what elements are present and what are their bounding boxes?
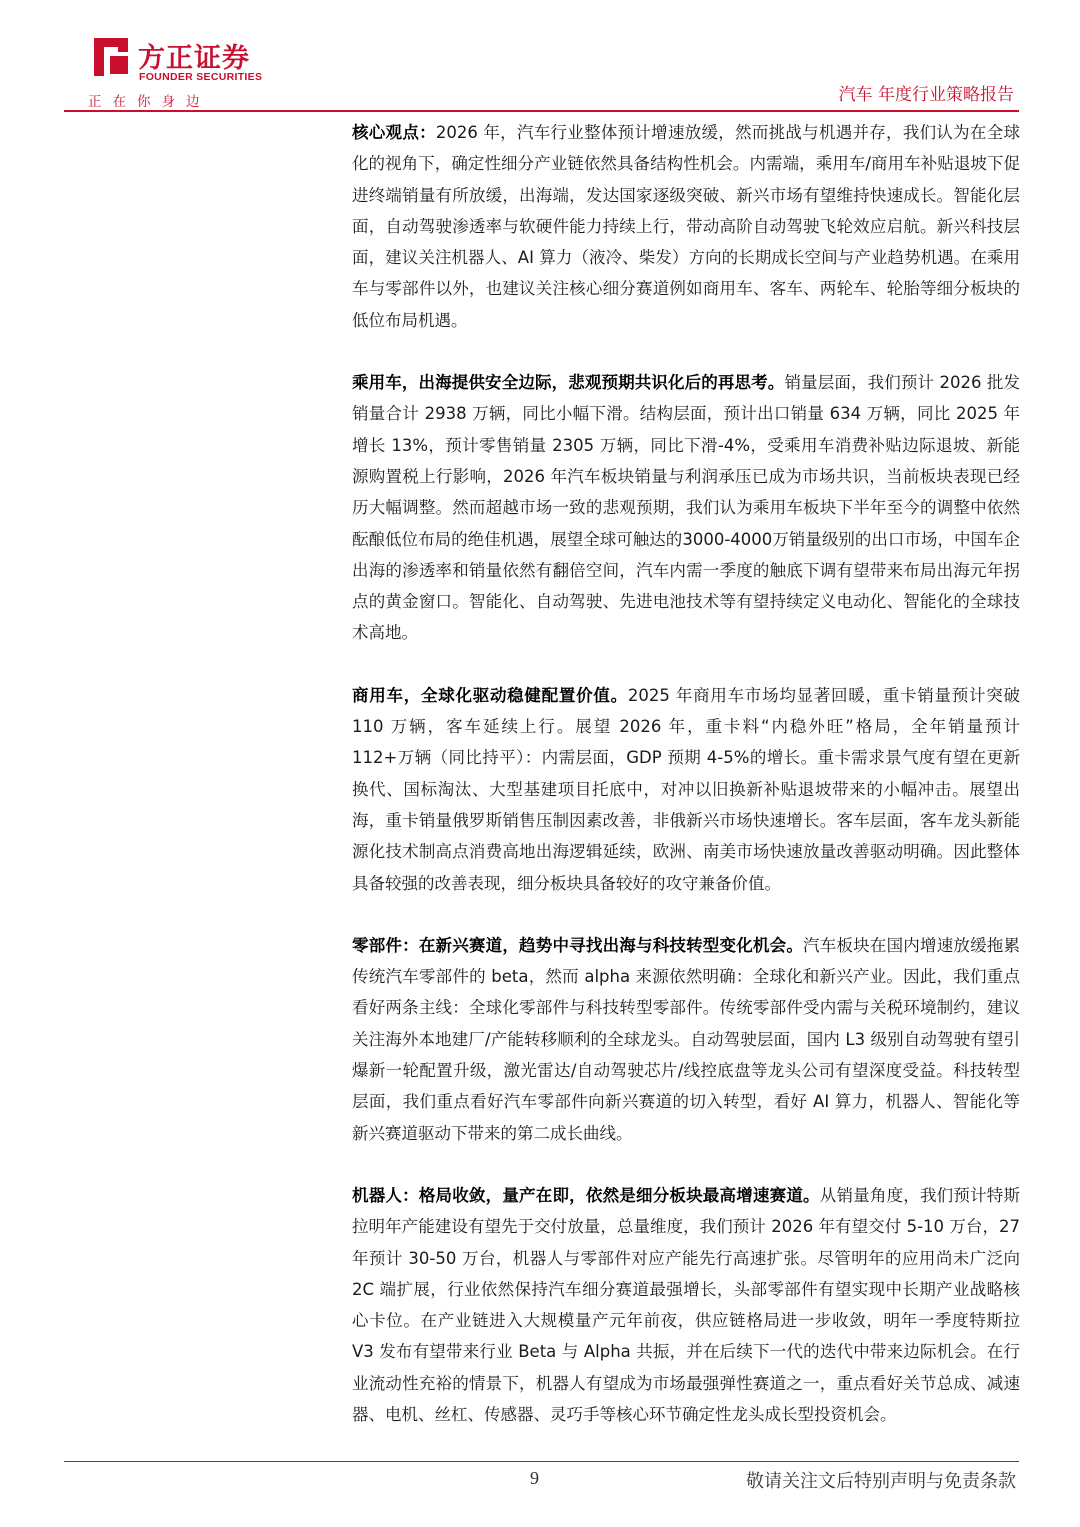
- section-lead: 零部件：在新兴赛道，趋势中寻找出海与科技转型变化机会。: [352, 935, 804, 955]
- logo-text-en: FOUNDER SECURITIES: [139, 71, 263, 83]
- section-lead: 核心观点：: [352, 123, 436, 142]
- section-body: 2026 年，汽车行业整体预计增速放缓，然而挑战与机遇并存，我们认为在全球化的视角下，确定性细分产业链依然具备结构性机会。内需端，乘用车/商用车补贴退坡下促进终端销量有所放缓，出海端，发达国家逐级突破、新兴市场有望维持快速成长。智能化层面，自动驾驶渗透率与软硬件能力持续上行，带动高阶自动驾驶飞轮效应启航。新兴科技层面，建议关注机器人、AI 算力（液冷、柴发）方向的长期成长空间与产业趋势机遇。在乘用车与零部件以外，也建议关注核心细分赛道例如商用车、客车、两轮车、轮胎等细分板块的低位布局机遇。: [352, 123, 1020, 330]
- section-robots: [352, 1180, 1020, 1430]
- section-commercial-vehicles: [352, 680, 1020, 899]
- section-body: 汽车板块在国内增速放缓拖累传统汽车零部件的 beta，然而 alpha 来源依然明确：全球化和新兴产业。因此，我们重点看好两条主线：全球化零部件与科技转型零部件。传统零部件受内需与关税环境制约，建议关注海外本地建厂/产能转移顺利的全球龙头。自动驾驶层面，国内 L3 级别自动驾驶有望引爆新一轮配置升级，激光雷达/自动驾驶芯片/线控底盘等龙头公司有望深度受益。科技转型层面，我们重点看好汽车零部件向新兴赛道的切入转型，看好 AI 算力，机器人、智能化等新兴赛道驱动下带来的第二成长曲线。: [352, 935, 1021, 1143]
- section-auto-parts: [352, 930, 1020, 1149]
- page-number: 9: [530, 1468, 539, 1488]
- report-body: [352, 117, 1020, 1461]
- founder-securities-logo: [88, 34, 288, 94]
- section-lead: 机器人：格局收敛，量产在即，依然是细分板块最高增速赛道。: [352, 1185, 820, 1205]
- page-header: [0, 0, 1080, 118]
- logo-text-cn: 方正证券: [138, 43, 250, 74]
- footer-divider: [64, 1461, 1019, 1462]
- disclaimer-note: 敬请关注文后特别声明与免责条款: [746, 1471, 1016, 1492]
- section-body: 从销量角度，我们预计特斯拉明年产能建设有望先于交付放量，总量维度，我们预计 2026 年有望交付 5-10 万台，27 年预计 30-50 万台，机器人与零部件对应产能先行高速扩张。尽管明年的应用尚未广泛向 2C 端扩展，行业依然保持汽车细分赛道最强增长，头部零部件有望实现中长期产业战略核心卡位。在产业链进入大规模量产元年前夜，供应链格局进一步收敛，明年一季度特斯拉 V3 发布有望带来行业 Beta 与 Alpha 共振，并在后续下一代的迭代中带来边际机会。在行业流动性充裕的情景下，机器人有望成为市场最强弹性赛道之一，重点看好关节总成、减速器、电机、丝杠、传感器、灵巧手等核心环节确定性龙头成长型投资机会。: [352, 1185, 1021, 1424]
- section-core-view: [352, 117, 1020, 336]
- section-body: 销量层面，我们预计 2026 批发销量合计 2938 万辆，同比小幅下滑。结构层面，预计出口销量 634 万辆，同比 2025 年增长 13%，预计零售销量 2305 万辆，同比下滑-4%，受乘用车消费补贴边际退坡、新能源购置税上行影响，2026 年汽车板块销量与利润承压已成为市场共识，当前板块表现已经历大幅调整。然而超越市场一致的悲观预期，我们认为乘用车板块下半年至今的调整中依然酝酿低位布局的绝佳机遇，展望全球可触达的3000-4000万销量级别的出口市场，中国车企出海的渗透率和销量依然有翻倍空间，汽车内需一季度的触底下调有望带来布局出海元年拐点的黄金窗口。智能化、自动驾驶、先进电池技术等有望持续定义电动化、智能化的全球技术高地。: [352, 373, 1021, 643]
- section-passenger-vehicles: [352, 367, 1020, 649]
- founder-logo-icon: [88, 34, 134, 84]
- section-lead: 商用车，全球化驱动稳健配置价值。: [352, 685, 628, 705]
- section-lead: 乘用车，出海提供安全边际，悲观预期共识化后的再思考。: [352, 373, 785, 393]
- report-type-title: 汽车 年度行业策略报告: [838, 85, 1014, 105]
- header-divider: [64, 110, 1019, 112]
- section-body: 2025 年商用车市场均显著回暖，重卡销量预计突破 110 万辆，客车延续上行。展望 2026 年，重卡料“内稳外旺”格局，全年销量预计 112+万辆（同比持平）：内需层面，GDP 预期 4-5%的增长。重卡需求景气度有望在更新换代、国标淘汰、大型基建项目托底中，对冲以旧换新补贴退坡带来的小幅冲击。展望出海，重卡销量俄罗斯销售压制因素改善，非俄新兴市场快速增长。客车层面，客车龙头新能源化技术制高点消费高地出海逻辑延续，欧洲、南美市场快速放量改善驱动明确。因此整体具备较强的改善表现，细分板块具备较好的攻守兼备价值。: [352, 685, 1020, 893]
- slogan: 正在你身边: [88, 94, 211, 110]
